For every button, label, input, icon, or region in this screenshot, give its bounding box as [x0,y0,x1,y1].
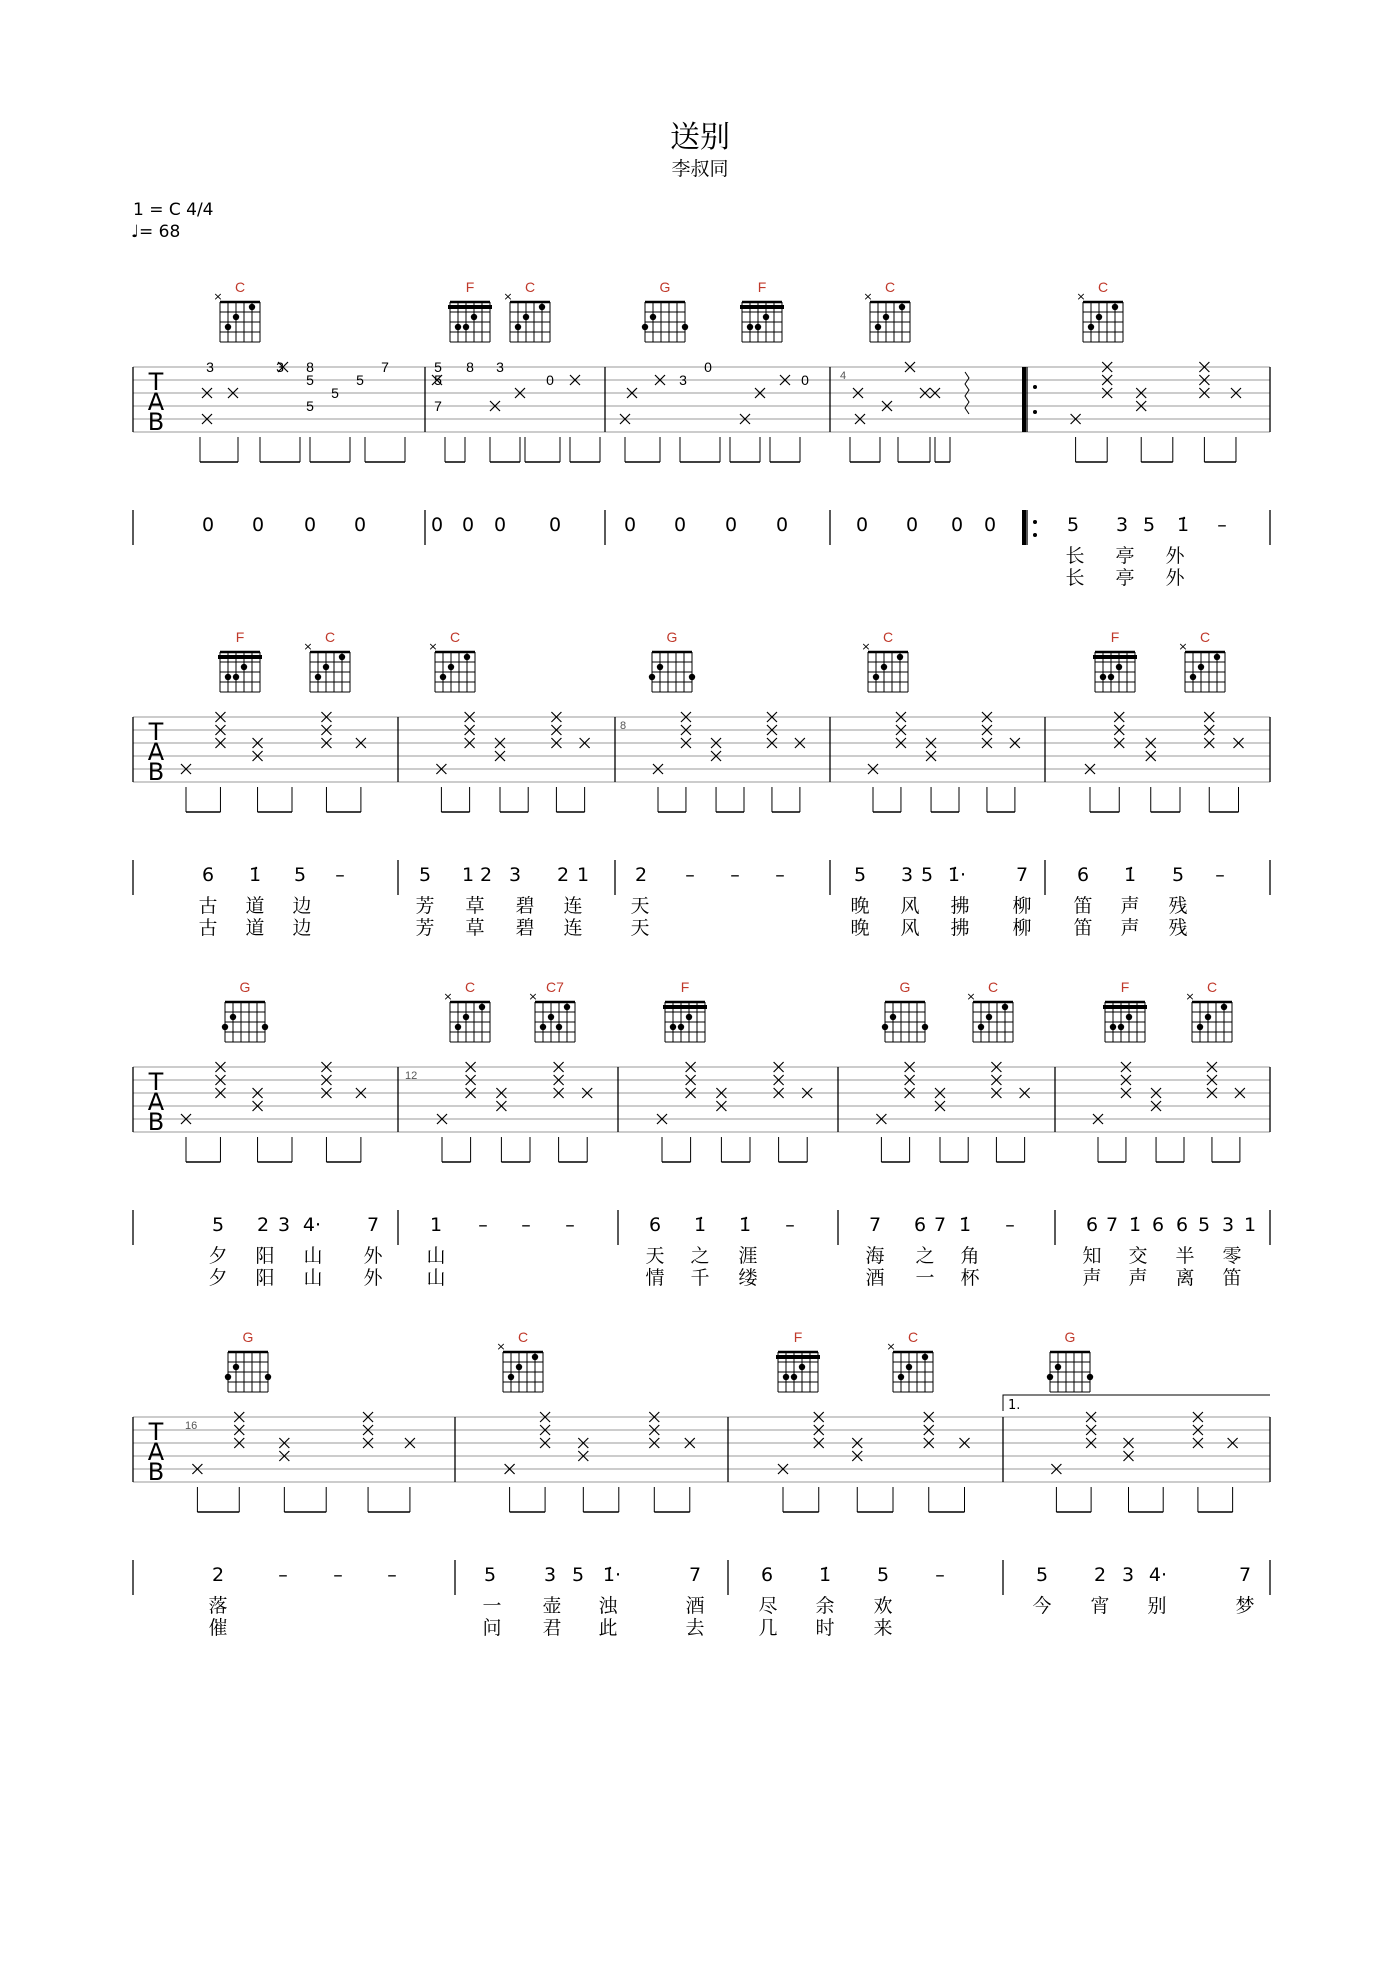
measure-number: 4 [840,370,847,382]
lyric-syllable: 残 [1168,895,1188,917]
lyric-syllable: 知 [1082,1245,1102,1267]
jianpu-note: 3 [508,864,522,886]
lyric-syllable: 阳 [255,1245,275,1267]
tab-clef-letter: B [147,408,165,436]
chord-diagram-c [503,279,550,342]
jianpu-note: 0 [950,514,964,536]
lyric-syllable: 夕 [208,1267,228,1289]
chord-name: C7 [546,979,564,995]
jianpu-note: 5 [418,864,432,886]
jianpu-note: 6 [1175,1214,1189,1236]
tab-fret-number: 8 [306,359,314,375]
jianpu-note: 5 [876,1564,890,1586]
chord-name: C [234,279,246,295]
jianpu-note: 1 [576,864,590,886]
tab-fret-number: 3 [679,372,687,388]
lyric-syllable: 草 [465,917,485,939]
chord-name: F [793,1329,803,1345]
lyric-syllable: 一 [915,1267,935,1289]
measure-number: 12 [405,1070,418,1082]
lyric-syllable: 酒 [685,1595,705,1617]
lyric-syllable: 一 [482,1595,502,1617]
chord-name: C [1206,979,1218,995]
muted-string-mark: × [1076,290,1086,303]
lyric-syllable: 草 [465,895,485,917]
lyric-syllable: 道 [245,917,265,939]
muted-string-mark: × [503,290,513,303]
chord-name: F [680,979,690,995]
lyric-syllable: 风 [900,895,920,917]
jianpu-note: 0 [623,514,637,536]
jianpu-note: 5 [293,864,307,886]
jianpu-note: 3 [1115,514,1129,536]
lyric-syllable: 之 [915,1245,935,1267]
chord-name: C [1097,279,1109,295]
lyric-syllable: 碧 [515,895,535,917]
tempo-marking: ♩= 68 [131,222,181,242]
tab-clef-letter: B [147,1458,165,1486]
key-signature: 1 = C 4/4 [133,200,214,220]
chord-name: C [449,629,461,645]
tab-fret-number: 3 [276,359,284,375]
tab-clef-letter: A [147,738,165,766]
chord-diagram-f [776,1329,820,1392]
lyric-syllable: 声 [1120,895,1140,917]
lyric-syllable: 天 [645,1245,665,1267]
lyric-syllable: 零 [1222,1245,1242,1267]
chord-diagram-c [863,279,910,342]
chord-diagram-g [882,979,928,1042]
jianpu-note: 5 [1066,514,1080,536]
jianpu-note: – [1005,1214,1015,1236]
lyric-syllable: 柳 [1012,895,1032,917]
composer-name: 李叔同 [671,158,729,180]
jianpu-note: 0 [461,514,475,536]
jianpu-note: – [521,1214,531,1236]
lyric-syllable: 几 [758,1617,778,1639]
jianpu-note: 3 [1121,1564,1135,1586]
jianpu-note: 0 [724,514,738,536]
jianpu-note: 6 [760,1564,774,1586]
jianpu-note: – [335,864,345,886]
jianpu-note: 2 [556,864,570,886]
jianpu-note: 7 [1238,1564,1252,1586]
jianpu-note: 0 [493,514,507,536]
jianpu-note: 0 [855,514,869,536]
tab-clef-letter: B [147,758,165,786]
jianpu-note: 6 [648,1214,662,1236]
jianpu-note: 3 [543,1564,557,1586]
jianpu-note: 2 [479,864,493,886]
tab-fret-number: 7 [381,359,389,375]
jianpu-note: 1̇ [248,864,262,886]
lyric-syllable: 笛 [1073,895,1093,917]
lyric-syllable: 欢 [873,1595,893,1617]
jianpu-note: 1̇ [738,1214,752,1236]
chord-diagram-f [448,279,492,342]
muted-string-mark: × [213,290,223,303]
chord-diagram-c7 [528,979,575,1042]
repeat-thick-bar [1022,510,1026,545]
lyric-syllable: 今 [1032,1595,1052,1617]
lyric-syllable: 角 [960,1245,980,1267]
chord-diagram-c [213,279,260,342]
lyric-syllable: 情 [645,1267,665,1289]
measure-number: 16 [185,1420,198,1432]
muted-string-mark: × [528,990,538,1003]
tab-fret-number: 5 [331,385,339,401]
repeat-dot [1033,385,1037,389]
lyric-syllable: 山 [426,1267,446,1289]
chord-diagram-f [1093,629,1137,692]
chord-name: C [907,1329,919,1345]
lyric-syllable: 离 [1175,1267,1195,1289]
tab-clef-letter: A [147,1438,165,1466]
lyric-syllable: 山 [303,1267,323,1289]
jianpu-note: 7 [1105,1214,1119,1236]
jianpu-note: 1̇ [1128,1214,1142,1236]
chord-diagram-c [443,979,490,1042]
lyric-syllable: 外 [1165,545,1185,567]
chord-name: F [235,629,245,645]
tab-clef-letter: A [147,1088,165,1116]
jianpu-note: 1̇ [1176,514,1190,536]
lyric-syllable: 问 [482,1617,502,1639]
chord-name: C [517,1329,529,1345]
chord-diagram-g [222,979,268,1042]
lyric-syllable: 连 [563,917,583,939]
jianpu-note: 2 [634,864,648,886]
jianpu-note: 6 [1076,864,1090,886]
chord-diagram-f [218,629,262,692]
lyric-syllable: 交 [1128,1245,1148,1267]
tab-fret-number: 5 [434,359,442,375]
jianpu-note: 5 [1142,514,1156,536]
jianpu-note: 1̇· [602,1564,622,1586]
muted-string-mark: × [1178,640,1188,653]
lyric-syllable: 去 [685,1617,705,1639]
volta-bracket [1003,1395,1270,1411]
lyric-syllable: 半 [1175,1245,1195,1267]
repeat-dot [1033,520,1037,524]
chord-name: F [757,279,767,295]
chord-diagram-c [861,629,908,692]
lyric-syllable: 外 [1165,567,1185,589]
lyric-syllable: 连 [563,895,583,917]
jianpu-note: 4· [1148,1564,1168,1586]
jianpu-note: 0 [251,514,265,536]
jianpu-note: 0 [673,514,687,536]
lyric-syllable: 君 [542,1617,562,1639]
jianpu-note: 6 [913,1214,927,1236]
lyric-syllable: 笛 [1073,917,1093,939]
lyric-syllable: 长 [1065,567,1085,589]
lyric-syllable: 古 [198,895,218,917]
chord-name: C [884,279,896,295]
jianpu-note: 7 [366,1214,380,1236]
lyric-syllable: 浊 [598,1595,618,1617]
muted-string-mark: × [966,990,976,1003]
chord-name: C [464,979,476,995]
chord-diagram-g [642,279,688,342]
chord-name: G [1064,1329,1076,1345]
lyric-syllable: 酒 [865,1267,885,1289]
lyric-syllable: 催 [208,1617,228,1639]
chord-diagram-c [1178,629,1225,692]
chord-diagram-c [886,1329,933,1392]
tab-fret-number: 0 [704,359,712,375]
chord-name: G [899,979,911,995]
chord-diagram-c [428,629,475,692]
jianpu-note: – [333,1564,343,1586]
chord-name: F [1110,629,1120,645]
lyric-syllable: 声 [1128,1267,1148,1289]
repeat-thick-bar [1022,367,1026,432]
lyric-syllable: 山 [426,1245,446,1267]
lyric-syllable: 芳 [415,917,435,939]
lyric-syllable: 残 [1168,917,1188,939]
lyric-syllable: 此 [598,1617,618,1639]
jianpu-note: 1̇ [818,1564,832,1586]
jianpu-note: – [1215,864,1225,886]
muted-string-mark: × [428,640,438,653]
chord-name: C [1199,629,1211,645]
measure-number: 8 [620,720,627,732]
jianpu-note: 7 [933,1214,947,1236]
lyric-syllable: 拂 [950,895,970,917]
muted-string-mark: × [1185,990,1195,1003]
jianpu-note: 2 [256,1214,270,1236]
jianpu-note: – [387,1564,397,1586]
lyric-syllable: 阳 [255,1267,275,1289]
jianpu-note: – [565,1214,575,1236]
muted-string-mark: × [886,1340,896,1353]
lyric-syllable: 边 [292,895,312,917]
chord-diagram-c [496,1329,543,1392]
lyric-syllable: 山 [303,1245,323,1267]
tab-fret-number: 7 [434,398,442,414]
jianpu-note: 3 [277,1214,291,1236]
repeat-dot [1033,533,1037,537]
jianpu-note: 7 [868,1214,882,1236]
jianpu-note: 5 [571,1564,585,1586]
chord-name: F [1120,979,1130,995]
chord-diagram-f [740,279,784,342]
lyric-syllable: 声 [1082,1267,1102,1289]
jianpu-note: 1 [1243,1214,1257,1236]
jianpu-note: – [785,1214,795,1236]
lyric-syllable: 壶 [542,1595,562,1617]
lyric-syllable: 外 [363,1245,383,1267]
chord-diagram-c [1076,279,1123,342]
lyric-syllable: 余 [815,1595,835,1617]
chord-diagram-f [663,979,707,1042]
jianpu-note: – [278,1564,288,1586]
lyric-syllable: 梦 [1235,1595,1255,1617]
jianpu-note: – [935,1564,945,1586]
lyric-syllable: 声 [1120,917,1140,939]
muted-string-mark: × [303,640,313,653]
tab-clef-letter: T [148,1418,164,1446]
jianpu-note: – [478,1214,488,1236]
tab-clef-letter: T [148,718,164,746]
lyric-syllable: 海 [865,1245,885,1267]
jianpu-note: – [730,864,740,886]
lyric-syllable: 道 [245,895,265,917]
jianpu-note: 0 [905,514,919,536]
tab-clef-letter: B [147,1108,165,1136]
tab-clef-letter: T [148,368,164,396]
jianpu-note: 5 [920,864,934,886]
chord-diagram-g [225,1329,271,1392]
chord-diagram-c [966,979,1013,1042]
muted-string-mark: × [496,1340,506,1353]
jianpu-note: 1̇ [1123,864,1137,886]
jianpu-note: 2 [1093,1564,1107,1586]
muted-string-mark: × [863,290,873,303]
lyric-syllable: 天 [630,917,650,939]
tab-fret-number: 0 [801,372,809,388]
chord-name: G [242,1329,254,1345]
tab-clef-letter: A [147,388,165,416]
lyric-syllable: 之 [690,1245,710,1267]
jianpu-note: 4· [302,1214,322,1236]
jianpu-note: 5 [1197,1214,1211,1236]
repeat-dot [1033,410,1037,414]
tab-fret-number: 8 [466,359,474,375]
jianpu-note: 6 [201,864,215,886]
jianpu-note: 6 [1085,1214,1099,1236]
jianpu-note: 1̇ [693,1214,707,1236]
jianpu-note: – [685,864,695,886]
jianpu-note: 0 [303,514,317,536]
chord-name: F [465,279,475,295]
lyric-syllable: 古 [198,917,218,939]
lyric-syllable: 芳 [415,895,435,917]
chord-diagram-g [1047,1329,1093,1392]
lyric-syllable: 落 [208,1595,228,1617]
volta-number: 1. [1008,1398,1021,1413]
chord-diagram-g [649,629,695,692]
lyric-syllable: 宵 [1090,1595,1110,1617]
chord-name: C [524,279,536,295]
lyric-syllable: 笛 [1222,1267,1242,1289]
chord-name: C [882,629,894,645]
lyric-syllable: 千 [690,1267,710,1289]
jianpu-note: 3 [1221,1214,1235,1236]
jianpu-note: 6 [1151,1214,1165,1236]
lyric-syllable: 时 [815,1617,835,1639]
tab-fret-number: 5 [306,398,314,414]
jianpu-note: 1 [429,1214,443,1236]
lyric-syllable: 风 [900,917,920,939]
tab-fret-number: 5 [306,372,314,388]
jianpu-note: 5 [853,864,867,886]
tab-fret-number: 0 [546,372,554,388]
lyric-syllable: 碧 [515,917,535,939]
muted-string-mark: × [443,990,453,1003]
lyric-syllable: 天 [630,895,650,917]
lyric-syllable: 缕 [738,1267,758,1289]
lyric-syllable: 晚 [850,917,870,939]
chord-name: G [666,629,678,645]
chord-name: C [987,979,999,995]
lyric-syllable: 晚 [850,895,870,917]
lyric-syllable: 尽 [758,1595,778,1617]
muted-string-mark: × [861,640,871,653]
lyric-syllable: 拂 [950,917,970,939]
lyric-syllable: 杯 [960,1267,980,1289]
lyric-syllable: 夕 [208,1245,228,1267]
jianpu-note: – [1217,514,1227,536]
tab-fret-number: 3 [206,359,214,375]
jianpu-note: 0 [983,514,997,536]
chord-name: G [239,979,251,995]
lyric-syllable: 边 [292,917,312,939]
chord-diagram-c [1185,979,1232,1042]
jianpu-note: 5 [1171,864,1185,886]
jianpu-note: 1̇· [947,864,967,886]
chord-name: C [324,629,336,645]
lyric-syllable: 别 [1147,1595,1167,1617]
jianpu-note: 7 [1015,864,1029,886]
jianpu-note: 5 [211,1214,225,1236]
chord-diagram-f [1103,979,1147,1042]
chord-name: G [659,279,671,295]
lyric-syllable: 来 [873,1617,893,1639]
lyric-syllable: 亭 [1115,545,1135,567]
tab-clef-letter: T [148,1068,164,1096]
jianpu-note: 0 [353,514,367,536]
jianpu-note: 0 [201,514,215,536]
lyric-syllable: 涯 [738,1245,758,1267]
jianpu-note: 0 [775,514,789,536]
jianpu-note: 2 [211,1564,225,1586]
lyric-syllable: 柳 [1012,917,1032,939]
song-title: 送别 [670,120,730,155]
jianpu-note: 0 [430,514,444,536]
jianpu-note: 1 [461,864,475,886]
jianpu-note: 0 [548,514,562,536]
tab-fret-number: 5 [434,372,442,388]
jianpu-note: 7 [688,1564,702,1586]
jianpu-note: 5 [483,1564,497,1586]
jianpu-note: 3 [900,864,914,886]
tab-fret-number: 5 [356,372,364,388]
jianpu-note: – [775,864,785,886]
lyric-syllable: 亭 [1115,567,1135,589]
lyric-syllable: 长 [1065,545,1085,567]
jianpu-note: 5 [1035,1564,1049,1586]
chord-diagram-c [303,629,350,692]
tab-fret-number: 3 [496,359,504,375]
lyric-syllable: 外 [363,1267,383,1289]
jianpu-note: 1̇ [958,1214,972,1236]
